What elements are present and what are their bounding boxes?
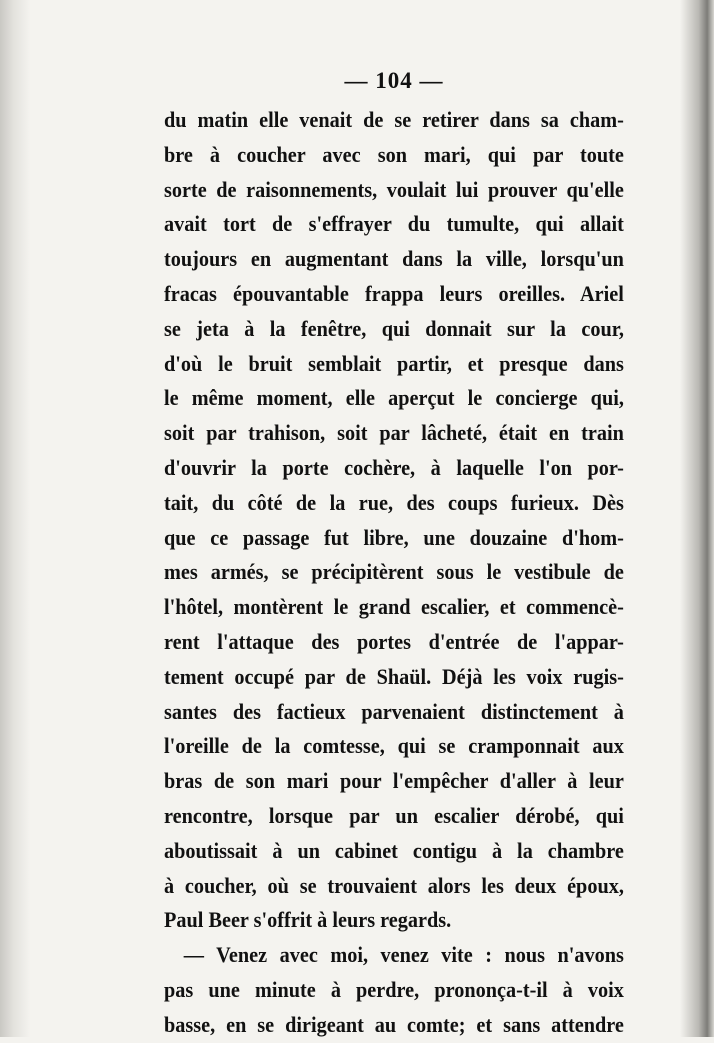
text-line: l'hôtel, montèrent le grand escalier, et commencè- [164,594,624,620]
text-line: aboutissait à un cabinet contigu à la chambre [164,837,624,863]
text-line: tait, du côté de la rue, des coups furieux. Dès [164,489,624,515]
page-number: — 104 — [344,68,444,93]
text-line: soit par trahison, soit par lâcheté, était en train [164,420,624,446]
text-line: Paul Beer s'offrit à leurs regards. [164,907,452,933]
text-line: bre à coucher avec son mari, qui par toute [164,141,624,167]
text-line: le même moment, elle aperçut le concierge qui, [164,385,624,411]
text-line: fracas épouvantable frappa leurs oreilles. Ariel [164,280,624,306]
text-line: se jeta à la fenêtre, qui donnait sur la cour, [164,315,624,341]
text-line: basse, en se dirigeant au comte; et sans attendre [164,1011,624,1037]
text-line: toujours en augmentant dans la ville, lorsqu'un [164,246,624,272]
text-line: rencontre, lorsque par un escalier dérobé, qui [164,802,624,828]
text-line: d'où le bruit semblait partir, et presque dans [164,350,624,376]
text-line: mes armés, se précipitèrent sous le vestibule de [164,559,624,585]
text-line: santes des factieux parvenaient distinctement à [164,698,624,724]
text-line: à coucher, où se trouvaient alors les deux époux, [164,872,624,898]
scan-shadow-right [680,0,714,1037]
text-line: sorte de raisonnements, voulait lui prouver qu'elle [164,176,624,202]
text-line: — Venez avec moi, venez vite : nous n'avons [183,942,624,968]
text-line: bras de son mari pour l'empêcher d'aller à leur [164,768,624,794]
text-line: rent l'attaque des portes d'entrée de l'appar- [164,628,624,654]
text-line: d'ouvrir la porte cochère, à laquelle l'on por- [164,454,624,480]
text-line: pas une minute à perdre, prononça-t-il à voix [164,976,624,1002]
text-line: avait tort de s'effrayer du tumulte, qui allait [164,211,624,237]
scan-shadow-left [0,0,30,1037]
text-line: tement occupé par de Shaül. Déjà les voix rugis- [164,663,624,689]
body-text [164,103,624,1043]
text-line: l'oreille de la comtesse, qui se cramponnait aux [164,733,624,759]
text-line: du matin elle venait de se retirer dans sa cham- [164,107,624,132]
text-line: que ce passage fut libre, une douzaine d'hom- [164,524,624,550]
